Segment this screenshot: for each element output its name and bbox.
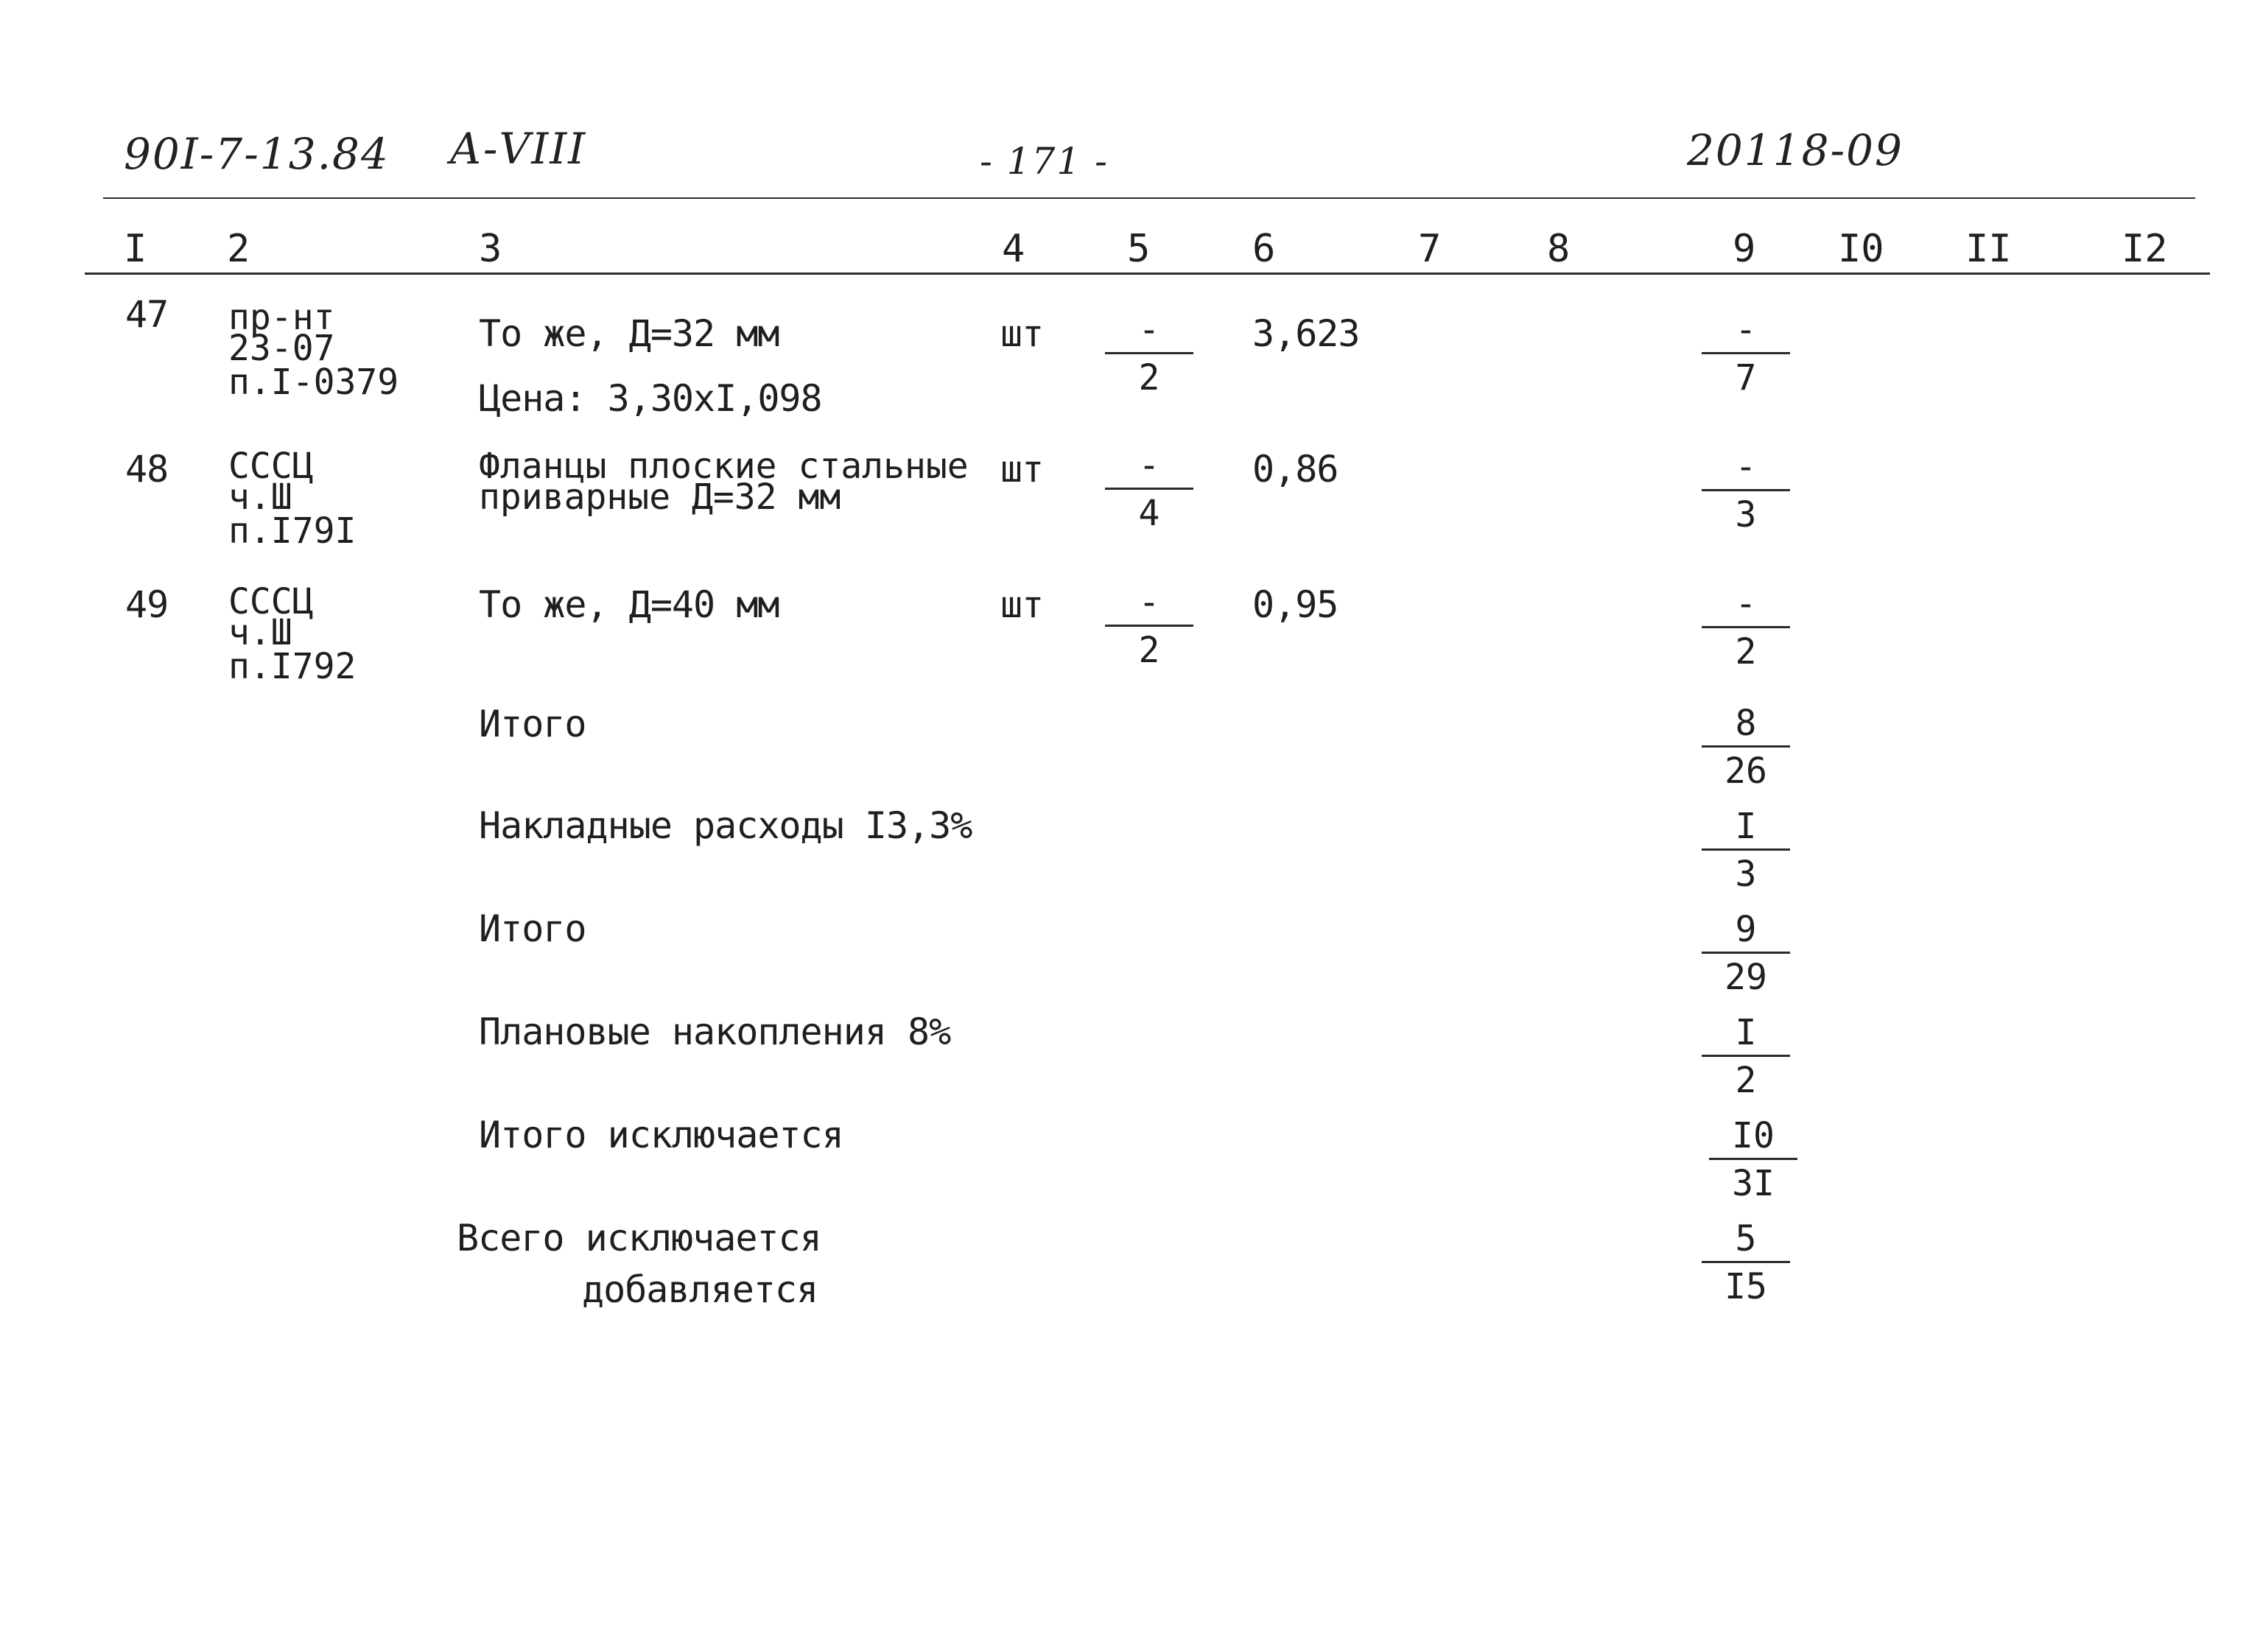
total-label: Итого [479, 703, 586, 745]
item-description: То же, Д=32 мм [479, 312, 779, 355]
col5-fraction: - 4 [1090, 443, 1208, 534]
album-number: А-VIII [449, 124, 587, 174]
unit: шт [1000, 312, 1044, 355]
item-description: То же, Д=40 мм [479, 583, 779, 626]
column-header: 4 [1002, 227, 1025, 271]
col6-value: 0,95 [1252, 583, 1338, 626]
excluded-total-label: Итого исключается [479, 1114, 843, 1156]
column-header: I0 [1838, 227, 1884, 271]
overhead-fraction: I 3 [1687, 804, 1805, 895]
row-number: 47 [125, 293, 169, 336]
column-header: II [1965, 227, 2012, 271]
row-number: 48 [125, 448, 169, 491]
source-reference: СССЦ ч.Ш п.I792 [228, 581, 357, 687]
unit: шт [1000, 448, 1044, 491]
item-description: Фланцы плоские стальные приварные Д=32 мм [479, 446, 969, 518]
col9-fraction: - 2 [1687, 582, 1805, 672]
source-reference: пр-нт 23-07 п.I-0379 [228, 297, 399, 403]
header-top-rule [103, 197, 2195, 199]
price-note: Цена: 3,30хI,098 [479, 377, 822, 420]
excluded-total-fraction: I0 3I [1694, 1114, 1812, 1204]
column-header: 9 [1733, 227, 1756, 271]
source-reference: СССЦ ч.Ш п.I79I [228, 446, 357, 552]
row-number: 49 [125, 583, 169, 626]
column-header: 5 [1127, 227, 1151, 271]
column-header: I [124, 227, 147, 271]
page-number: - 171 - [980, 140, 1109, 183]
col6-value: 3,623 [1252, 312, 1360, 355]
column-header: 3 [479, 227, 502, 271]
planned-savings-fraction: I 2 [1687, 1010, 1805, 1101]
total-fraction: 8 26 [1687, 701, 1805, 792]
col5-fraction: - 2 [1090, 580, 1208, 671]
col9-fraction: - 3 [1687, 445, 1805, 535]
total-fraction: 9 29 [1687, 907, 1805, 998]
column-header: 8 [1547, 227, 1571, 271]
grand-total-added-label: добавляется [582, 1268, 818, 1311]
planned-savings-label: Плановые накопления 8% [479, 1010, 951, 1053]
col9-fraction: - 7 [1687, 308, 1805, 398]
col5-fraction: - 2 [1090, 308, 1208, 398]
overhead-label: Накладные расходы I3,3% [479, 804, 972, 847]
reference-number: 20118-09 [1687, 125, 1904, 175]
column-header: 7 [1418, 227, 1442, 271]
col6-value: 0,86 [1252, 448, 1338, 491]
column-header: 2 [227, 227, 250, 271]
total-label: Итого [479, 907, 586, 950]
document-code: 90I-7-13.84 [124, 129, 390, 179]
header-bottom-rule [85, 273, 2210, 275]
grand-total-fraction: 5 I5 [1687, 1217, 1805, 1307]
column-header: 6 [1252, 227, 1276, 271]
column-header: I2 [2122, 227, 2168, 271]
grand-total-excluded-label: Всего исключается [457, 1217, 821, 1259]
unit: шт [1000, 583, 1044, 626]
